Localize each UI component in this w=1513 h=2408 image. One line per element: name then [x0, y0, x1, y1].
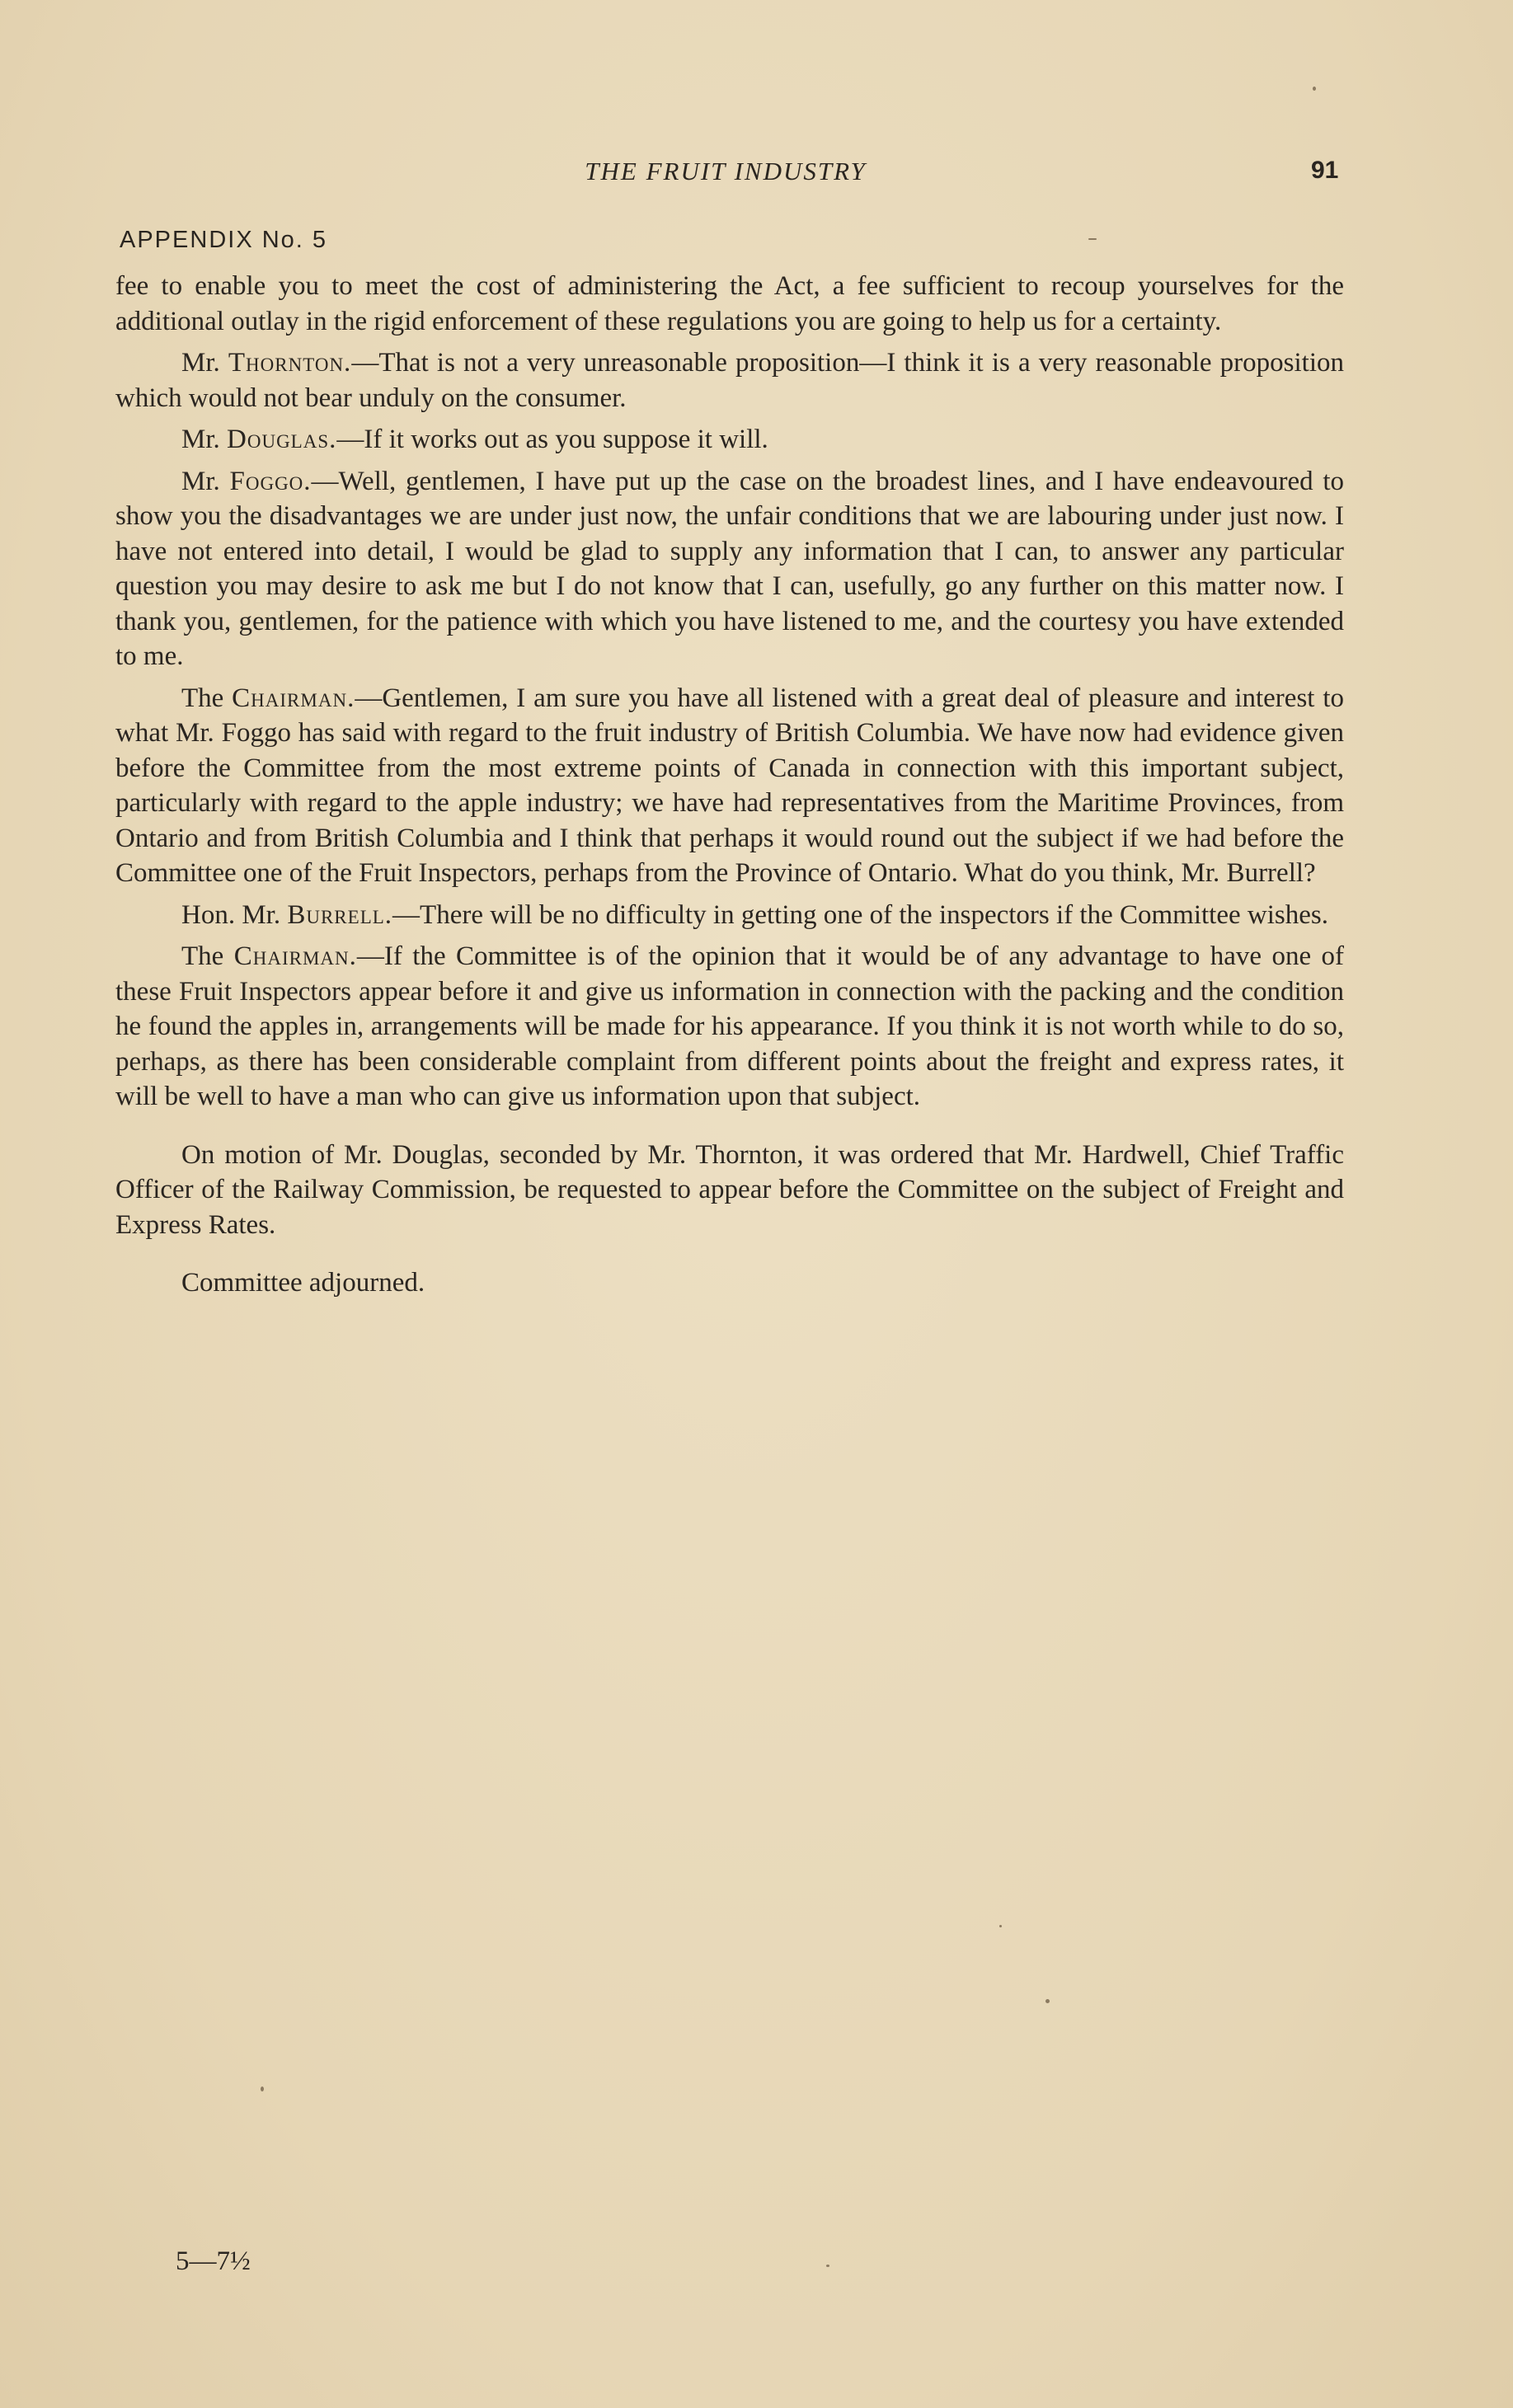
speaker-name: Foggo. — [229, 466, 312, 496]
speaker-prefix: Mr. — [181, 348, 228, 378]
appendix-label: APPENDIX No. 5 — [120, 227, 328, 253]
paragraph-text: —Well, gentlemen, I have put up the case on the broadest lines, and I have endeavoured to show you the disadvantages we are under just now, the unfair conditions that we are labouring under just now. I have not entered into detail, I would be glad to supply any information that I can, to answer any particular question you may desire to ask me but I do not know that I can, usefully, go any further on this matter now. I thank you, gentlemen, for the patience with which you have listened to me, and the courtesy you have extended to me. — [115, 466, 1344, 671]
paragraph-continuation — [115, 269, 1344, 339]
paragraph-chairman-1 — [115, 681, 1344, 891]
speaker-prefix: Mr. — [181, 466, 230, 496]
paper-speck — [1045, 1999, 1050, 2003]
paper-speck — [826, 2265, 829, 2267]
paper-speck — [261, 2086, 264, 2091]
speaker-name: Chairman. — [233, 941, 357, 971]
paragraph-douglas — [115, 422, 1344, 458]
speaker-prefix: Hon. Mr. — [181, 899, 288, 930]
speaker-prefix: The — [181, 941, 234, 971]
paragraph-text: —If the Committee is of the opinion that it would be of any advantage to have one of these Fruit Inspectors appear before it and give us information in connection with the packing and the condition he found the apples in, arrangements will be made for his appearance. If you think it is not worth while to do so, perhaps, as there has been considerable complaint from different points about the freight and express rates, it will be well to have a man who can give us information upon that subject. — [115, 941, 1344, 1111]
paper-speck — [1313, 87, 1316, 91]
motion-paragraph: On motion of Mr. Douglas, seconded by Mr. Thornton, it was ordered that Mr. Hardwell, Chief Traffic Officer of the Railway Commission, be requested to appear before the Committee on the subject of Freight and Express Rates. — [115, 1139, 1344, 1240]
speaker-name: Chairman. — [232, 683, 355, 713]
paragraph-text: —Gentlemen, I am sure you have all listened with a great deal of pleasure and interest to what Mr. Foggo has said with regard to the fruit industry of British Columbia. We have now had evidence given before the Committee from the most extreme points of Canada in connection with this important subject, particularly with regard to the apple industry; we have had representatives from the Maritime Provinces, from Ontario and from British Columbia and I think that perhaps it would round out the subject if we had before the Committee one of the Fruit Inspectors, perhaps from the Province of Ontario. What do you think, Mr. Burrell? — [115, 683, 1344, 888]
paragraph-text: —That is not a very unreasonable proposition—I think it is a very reasonable proposition which would not bear unduly on the consumer. — [115, 348, 1344, 413]
speaker-name: Douglas. — [227, 425, 337, 454]
signature-mark: 5—7½ — [176, 2246, 251, 2276]
paragraph-burrell — [115, 898, 1344, 933]
paragraph-thornton — [115, 345, 1344, 415]
speaker-name: Burrell. — [287, 899, 393, 930]
speaker-name: Thornton. — [228, 348, 352, 378]
paragraph-chairman-2 — [115, 939, 1344, 1115]
body-text — [115, 269, 1344, 1307]
paragraph-text: fee to enable you to meet the cost of administering the Act, a fee sufficient to recoup yourselves for the additional outlay in the rigid enforcement of these regulations you are going to help us for a certainty. — [115, 271, 1344, 336]
adjournment-paragraph: Committee adjourned. — [181, 1268, 425, 1298]
paper-speck — [1088, 238, 1097, 240]
speaker-prefix: Mr. — [181, 425, 228, 454]
running-title: THE FRUIT INDUSTRY — [585, 157, 867, 185]
paragraph-text: —If it works out as you suppose it will. — [336, 425, 768, 454]
paragraph-foggo — [115, 464, 1344, 674]
speaker-prefix: The — [181, 683, 233, 713]
page-number: 91 — [1311, 157, 1339, 184]
paragraph-text: —There will be no difficulty in getting one of the inspectors if the Committee wishes. — [392, 899, 1328, 930]
paper-speck — [999, 1925, 1002, 1927]
